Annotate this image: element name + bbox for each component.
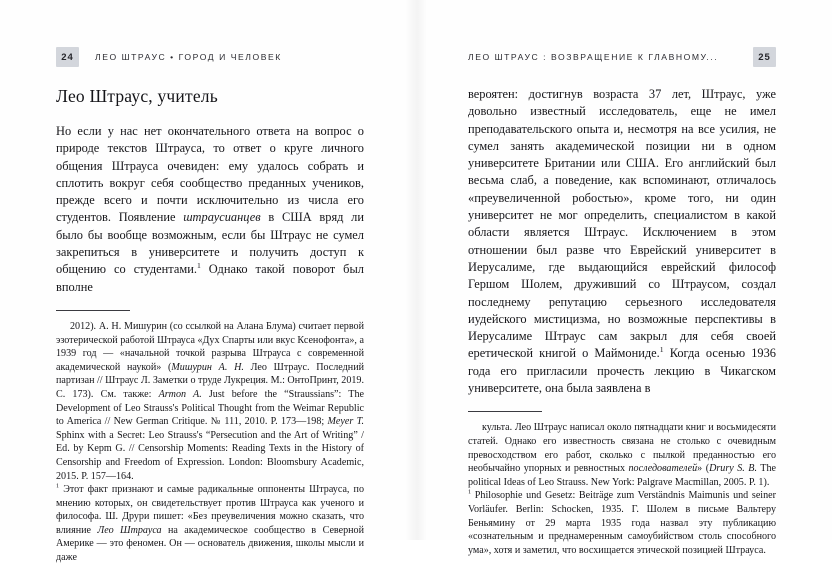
footnote-block-left <box>56 310 364 565</box>
text-run-0: Philosophie und Gesetz: Beiträge zum Verständnis Maimunis und seiner Vorläufer. Berlin: Schocken, 1935. Г. Шолем в письме Вальтеру Беньямину от 29 марта 1935 года назвал эту публикацию «сознательным и преднамеренным самоубийством столь способного ума», хотя и заметил, что восхищается этической позицией Штрауса. <box>468 490 776 556</box>
footnote-rule-left <box>56 310 130 311</box>
body-text-part-1: Но если у нас нет окончательного ответа на вопрос о природе текстов Штрауса, то ответ о круге личного общения Штрауса очевиден: ему удалось собрать и сплотить вокруг себя сообщество преданных учеников, прежде всего и почти исключительно из числа его студентов. Появление <box>56 124 364 225</box>
body-italic-straussians: штраусианцев <box>183 210 261 225</box>
chapter-title: Лео Штраус, учитель <box>56 86 218 106</box>
text-run-2: Лео Штраус. Последний партизан // Штраус Л. Заметки о труде Лукреция. М.: ОнтоПринт, 2019. С. 173). См. также: <box>56 361 364 400</box>
footnote-continuation-right <box>468 421 776 489</box>
text-run-2: » ( <box>697 463 710 475</box>
text-run-5: Meyer T. <box>327 416 364 428</box>
running-head-title-left: ЛЕО ШТРАУС • ГОРОД И ЧЕЛОВЕК <box>95 52 282 62</box>
text-run-0: культа. Лео Штраус написал около пятнадцати книг и восьмидесяти статей. Однако его известность связана не столько с очевидным превосходством его работ, сколько с пылкой преданностью его необычайно упорных и ревностных <box>468 422 776 475</box>
footnote-item-left-1 <box>56 483 364 565</box>
body-text-part-2: в США вряд ли было бы вообще возможным, если бы Штраус не сумел закрепиться в университете и получить доступ к общению со студентами. <box>56 210 364 277</box>
footnote-number-right-1: 1 <box>468 488 472 496</box>
text-run-4: Just before the “Straussians”: The Development of Leo Strauss's Political Thought from the Weimar Republic to America // New German Critique. № 111, 2010. P. 173—198; <box>56 388 364 428</box>
text-run-0: 2012). А. Н. Мишурин (со ссылкой на Алана Блума) считает первой эзотерической работой Штрауса «Дух Спарты или вкус Ксенофонта», а 1939 год — «начальной точкой разрыва Штрауса с современной академической наукой» ( <box>56 320 364 373</box>
text-run-1: Мишурин А. Н. <box>171 361 244 373</box>
footnote-text-right-1 <box>468 490 776 555</box>
text-run-1: последователей <box>628 463 698 475</box>
text-run-0: Этот факт признают и самые радикальные оппоненты Штрауса, по мнению которых, он свидетельствует против Штрауса как ученого и философа. Ш. Друри пишет: «Без преувеличения можно сказать, что влияние <box>56 484 364 536</box>
running-head-title-right: ЛЕО ШТРАУС : ВОЗВРАЩЕНИЕ К ГЛАВНОМУ... <box>468 52 719 62</box>
page-right <box>416 0 832 556</box>
folio-right: 25 <box>753 47 776 67</box>
footnote-block-right <box>468 411 776 557</box>
text-run-4: The political Ideas of Leo Strauss. New York: Palgrave Macmillan, 2005. P. 1). <box>468 463 776 488</box>
body-text-right-part-2: Когда осенью 1936 года его пригласили прочесть лекцию в Чикагском университете, она была заявлена в <box>468 346 776 396</box>
text-run-3: Armon A. <box>158 388 202 400</box>
footnote-continuation-left <box>56 320 364 483</box>
text-run-3: Drury S. B. <box>709 463 757 475</box>
body-text-part-3: Однако такой поворот был вполне <box>56 262 364 294</box>
footnote-marker-inline-right: 1 <box>659 345 664 355</box>
footnote-marker-inline-left: 1 <box>196 261 201 271</box>
footnote-text-left-1 <box>56 484 364 563</box>
footnote-item-right-1 <box>468 489 776 557</box>
body-paragraph-left <box>56 123 364 296</box>
page-left <box>0 0 416 564</box>
running-head-left <box>56 46 364 68</box>
footnote-rule-right <box>468 411 542 412</box>
running-head-right <box>468 46 776 68</box>
body-text-right-part-1: вероятен: достигнув возраста 37 лет, Штраус, уже довольно известный исследователь, еще не имел преподавательского опыта и, несмотря на все усилия, не сумел занять академической позиции ни в одном университете Британии или США. Его английский был весьма слаб, а поведение, как вспоминают, отличалось «преувеличенной робостью», кроме того, ни один университет не мог определить, специалистом в какой области является Штраус. Исключением в этом отношении был разве что Еврейский университет в Иерусалиме, где выдающийся еврейский философ Гершом Шолем, друживший со Штраусом, создал последнему репутацию серьезного исследователя иудейского мистицизма, но возможные перспективы в Иерусалиме Штраус сам закрыл для себя своей еретической книгой о Маймониде. <box>468 87 776 361</box>
body-paragraph-right <box>468 86 776 397</box>
folio-left: 24 <box>56 47 79 67</box>
text-run-6: Sphinx with a Secret: Leo Strauss's “Persecution and the Art of Writing” / Ed. by Kepm G. // Censorship Moments: Reading Texts in the History of Censorship and Freedom of Expression. London: Bloomsbury Academic, 2015. P. 157—164. <box>56 429 364 482</box>
footnote-number-left-1: 1 <box>56 482 60 490</box>
text-run-1: Лео Штрауса <box>97 524 162 536</box>
text-run-2: на академическое сообщество в Северной Америке — это феномен. Он — основатель движения, школы мысли и даже <box>56 524 365 564</box>
